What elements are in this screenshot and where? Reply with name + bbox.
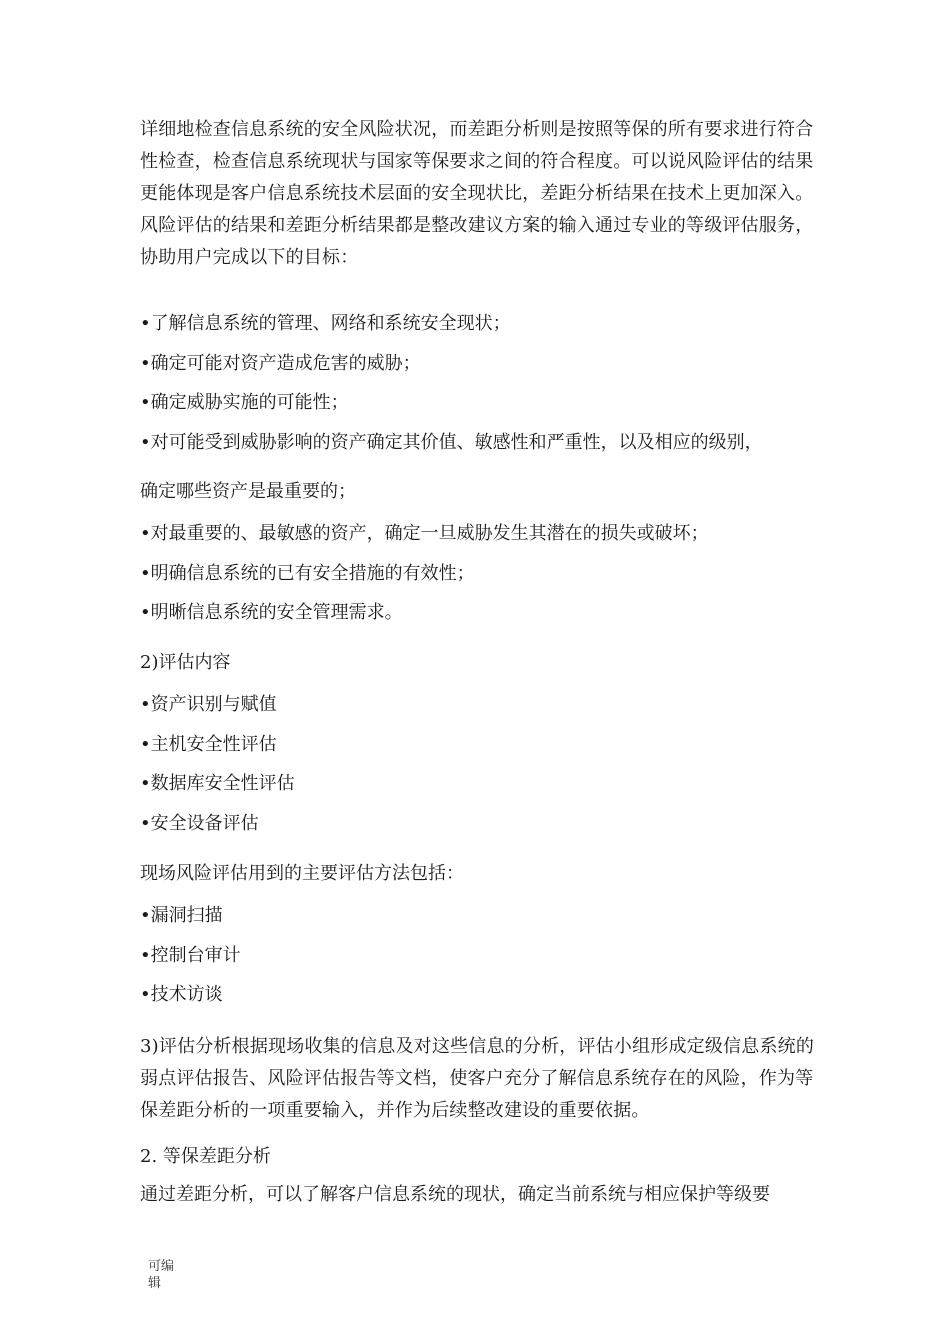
method-item-3: •技术访谈 — [140, 984, 223, 1005]
content-item-4: •安全设备评估 — [140, 813, 259, 834]
goal-item-6: •明确信息系统的已有安全措施的有效性； — [140, 563, 475, 584]
goal-item-4-continued: 确定哪些资产是最重要的； — [140, 481, 356, 502]
gap-analysis-text: 通过差距分析，可以了解客户信息系统的现状，确定当前系统与相应保护等级要 — [140, 1184, 770, 1205]
goal-item-2: •确定可能对资产造成危害的威胁； — [140, 353, 421, 374]
footer-line-2: 辑 — [148, 1276, 162, 1291]
methods-intro: 现场风险评估用到的主要评估方法包括： — [140, 863, 464, 884]
section-heading-gap-analysis: 2. 等保差距分析 — [140, 1146, 271, 1167]
content-item-3: •数据库安全性评估 — [140, 773, 295, 794]
content-item-2: •主机安全性评估 — [140, 734, 277, 755]
analysis-paragraph: 3)评估分析根据现场收集的信息及对这些信息的分析，评估小组形成定级信息系统的弱点评估报告、风险评估报告等文档，使客户充分了解信息系统存在的风险，作为等保差距分析的一项重要输入，并作为后续整改建设的重要依据。 — [140, 1036, 815, 1121]
goal-item-5: •对最重要的、最敏感的资产，确定一旦威胁发生其潜在的损失或破坏； — [140, 523, 709, 544]
editable-footer — [148, 1258, 174, 1292]
goal-item-3: •确定威胁实施的可能性； — [140, 392, 349, 413]
method-item-2: •控制台审计 — [140, 945, 241, 966]
content-item-1: •资产识别与赋值 — [140, 694, 277, 715]
section-heading-assessment-content: 2)评估内容 — [140, 652, 231, 673]
goal-item-1: •了解信息系统的管理、网络和系统安全现状； — [140, 313, 511, 334]
method-item-1: •漏洞扫描 — [140, 905, 223, 926]
goal-item-4: •对可能受到威胁影响的资产确定其价值、敏感性和严重性，以及相应的级别， — [140, 432, 763, 453]
intro-paragraph: 详细地检查信息系统的安全风险状况，而差距分析则是按照等保的所有要求进行符合性检查，检查信息系统现状与国家等保要求之间的符合程度。可以说风险评估的结果更能体现是客户信息系统技术层面的安全现状比，差距分析结果在技术上更加深入。风险评估的结果和差距分析结果都是整改建议方案的输入通过专业的等级评估服务，协助用户完成以下的目标： — [140, 119, 814, 268]
goal-item-7: •明晰信息系统的安全管理需求。 — [140, 602, 403, 623]
footer-line-1: 可编 — [148, 1259, 175, 1274]
